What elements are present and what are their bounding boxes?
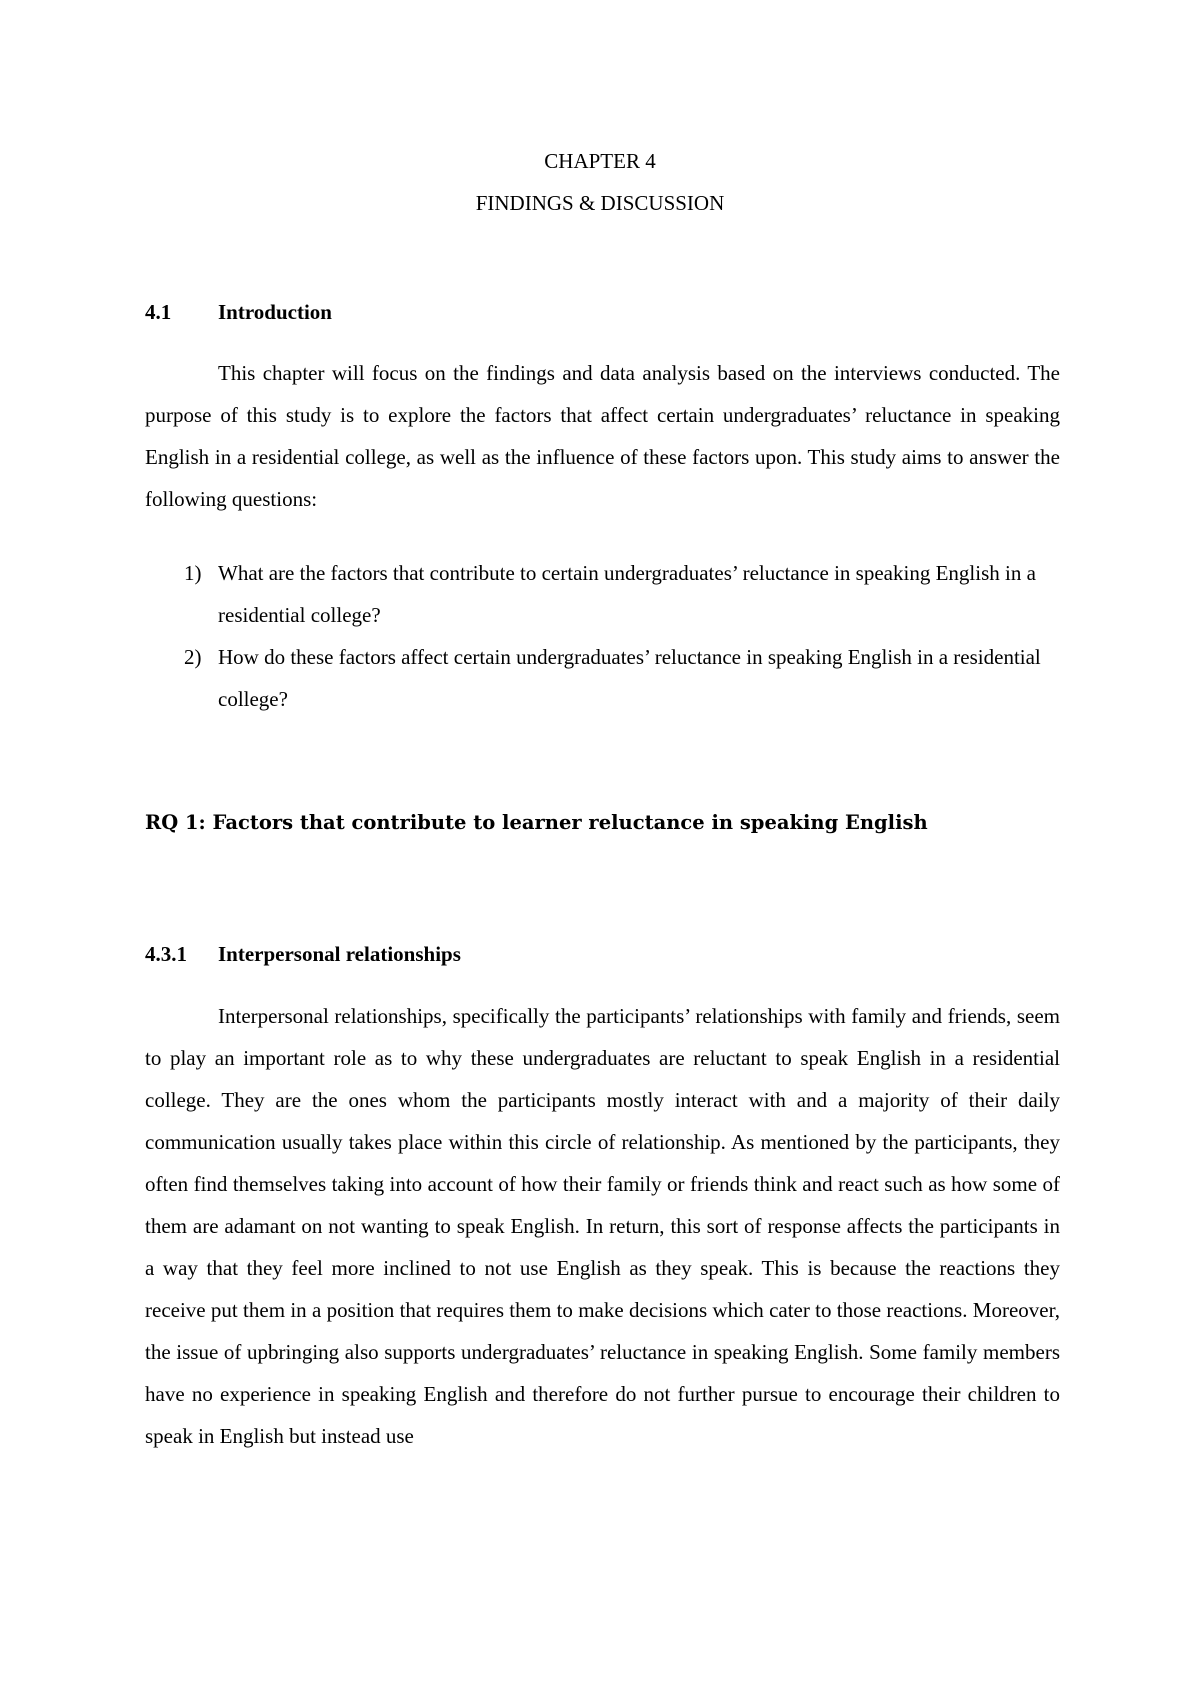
section-title: Interpersonal relationships <box>218 942 461 966</box>
rq1-heading: RQ 1: Factors that contribute to learner reluctance in speaking English <box>145 811 928 834</box>
interpersonal-paragraph: Interpersonal relationships, specifically the participants’ relationships with family and friends, seem to play an important role as to why these undergraduates are reluctant to speak English in a residential college. They are the ones whom the participants mostly interact with and a majority of their daily communication usually takes place within this circle of relationship. As mentioned by the participants, they often find themselves taking into account of how their family or friends think and react such as how some of them are adamant on not wanting to speak English. In return, this sort of response affects the participants in a way that they feel more inclined to not use English as they speak. This is because the reactions they receive put them in a position that requires them to make decisions which cater to those reactions. Moreover, the issue of upbringing also supports undergraduates’ reluctance in speaking English. Some family members have no experience in speaking English and therefore do not further pursue to encourage their children to speak in English but instead use <box>145 1004 1060 1448</box>
chapter-title: FINDINGS & DISCUSSION <box>475 191 725 215</box>
list-item <box>145 636 1060 720</box>
list-marker: 2) <box>184 645 202 669</box>
section-title: Introduction <box>218 300 332 324</box>
section-heading-431 <box>145 940 461 968</box>
list-marker: 1) <box>184 561 202 585</box>
list-item-text: How do these factors affect certain undergraduates’ reluctance in speaking English in a residential college? <box>218 645 1041 711</box>
intro-paragraph: This chapter will focus on the findings and data analysis based on the interviews conducted. The purpose of this study is to explore the factors that affect certain undergraduates’ reluctance in speaking English in a residential college, as well as the influence of these factors upon. This study aims to answer the following questions: <box>145 361 1060 511</box>
list-item <box>145 552 1060 636</box>
list-item-text: What are the factors that contribute to certain undergraduates’ reluctance in speaking English in a residential college? <box>218 561 1036 627</box>
section-number: 4.1 <box>145 300 172 324</box>
section-heading-intro <box>145 298 332 326</box>
chapter-number: CHAPTER 4 <box>544 149 656 173</box>
research-questions-list <box>145 552 1060 720</box>
section-number: 4.3.1 <box>145 942 187 966</box>
